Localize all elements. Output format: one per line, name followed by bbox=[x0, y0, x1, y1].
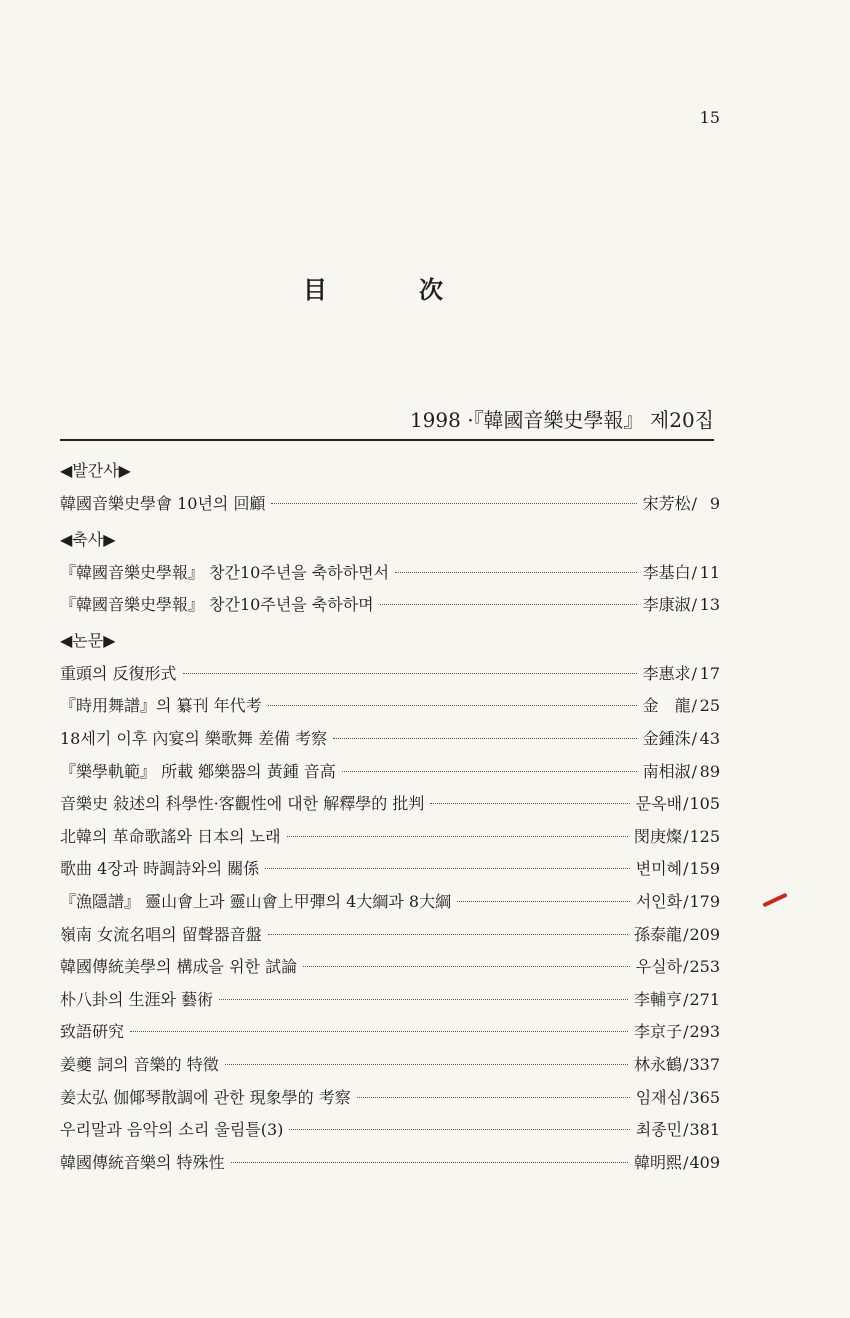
entry-page: 159 bbox=[689, 859, 720, 879]
dot-leader bbox=[219, 998, 628, 1000]
entry-author: 韓明熙 bbox=[634, 1152, 683, 1172]
entry-author: 우실하 bbox=[635, 957, 683, 977]
entry-title: 『韓國音樂史學報』 창간10주년을 축하하면서 bbox=[60, 562, 390, 582]
separator: / bbox=[691, 562, 697, 582]
dot-leader bbox=[183, 672, 637, 674]
toc-entry bbox=[60, 658, 720, 691]
dot-leader bbox=[289, 1128, 629, 1130]
dot-leader bbox=[457, 900, 630, 902]
toc-entry bbox=[60, 886, 720, 919]
dot-leader bbox=[268, 704, 637, 706]
entry-author: 李康淑 bbox=[642, 595, 691, 615]
entry-title: 韓國音樂史學會 10년의 回顧 bbox=[60, 494, 266, 513]
separator: / bbox=[691, 761, 697, 781]
entry-title: 嶺南 女流名唱의 留聲器音盤 bbox=[60, 924, 262, 944]
entry-page: 209 bbox=[689, 924, 720, 944]
entry-author: 변미혜 bbox=[635, 859, 683, 879]
separator: / bbox=[683, 794, 689, 814]
separator: / bbox=[683, 1022, 689, 1042]
dot-leader bbox=[271, 502, 636, 504]
journal-subtitle: 1998 ·『韓國音樂史學報』 제20집 bbox=[409, 408, 714, 432]
separator: / bbox=[691, 728, 697, 748]
entry-page: 9 bbox=[709, 494, 720, 513]
toc-entry bbox=[60, 853, 720, 886]
entry-page: 409 bbox=[689, 1152, 720, 1172]
entry-page: 11 bbox=[699, 562, 720, 582]
entry-title: 北韓의 革命歌謠와 日本의 노래 bbox=[60, 826, 281, 846]
toc-entry bbox=[60, 951, 720, 984]
toc-entry bbox=[60, 1049, 720, 1082]
entry-title: 姜夔 詞의 音樂的 特徵 bbox=[60, 1054, 219, 1074]
entry-author: 孫泰龍 bbox=[634, 924, 683, 944]
separator: / bbox=[691, 595, 697, 615]
entry-page: 89 bbox=[699, 761, 720, 781]
dot-leader bbox=[333, 737, 637, 739]
toc-entry bbox=[60, 788, 720, 821]
entry-author: 林永鶴 bbox=[634, 1054, 683, 1074]
entry-author: 서인화 bbox=[635, 891, 683, 911]
entry-author: 李輔亨 bbox=[634, 989, 683, 1009]
entry-author: 閔庚燦 bbox=[634, 826, 683, 846]
toc-entry bbox=[60, 821, 720, 854]
entry-author: 金 龍 bbox=[642, 696, 691, 716]
entry-title: 韓國傳統音樂의 特殊性 bbox=[60, 1152, 225, 1172]
entry-author: 李惠求 bbox=[642, 663, 691, 683]
table-of-contents bbox=[60, 458, 720, 1179]
entry-page: 271 bbox=[689, 989, 720, 1009]
separator: / bbox=[683, 826, 689, 846]
dot-leader bbox=[225, 1063, 628, 1065]
toc-entry bbox=[60, 690, 720, 723]
separator: / bbox=[691, 663, 697, 683]
toc-entry bbox=[60, 1016, 720, 1049]
toc-entry bbox=[60, 919, 720, 952]
dot-leader bbox=[342, 770, 637, 772]
red-pen-mark bbox=[762, 893, 787, 908]
entry-title: 韓國傳統美學의 構成을 위한 試論 bbox=[60, 957, 298, 977]
header-rule bbox=[60, 439, 714, 441]
separator: / bbox=[683, 957, 689, 977]
entry-title: 音樂史 敍述의 科學性·客觀性에 대한 解釋學的 批判 bbox=[60, 794, 425, 814]
separator: / bbox=[683, 1054, 689, 1074]
entry-page: 17 bbox=[699, 663, 720, 683]
separator: / bbox=[691, 494, 697, 513]
entry-page: 179 bbox=[689, 891, 720, 911]
entry-author: 임재심 bbox=[635, 1087, 683, 1107]
dot-leader bbox=[430, 802, 629, 804]
toc-entry bbox=[60, 557, 720, 590]
dot-leader bbox=[130, 1030, 628, 1032]
separator: / bbox=[683, 1087, 689, 1107]
separator: / bbox=[683, 859, 689, 879]
dot-leader bbox=[287, 835, 629, 837]
entry-author: 최종민 bbox=[635, 1120, 683, 1140]
entry-title: 『時用舞譜』의 纂刊 年代考 bbox=[60, 696, 262, 716]
entry-title: 『樂學軌範』 所載 鄕樂器의 黃鍾 音高 bbox=[60, 761, 336, 781]
entry-page: 381 bbox=[689, 1120, 720, 1140]
entry-title: 『漁隱譜』 靈山會上과 靈山會上甲彈의 4大綱과 8大綱 bbox=[60, 891, 452, 911]
separator: / bbox=[683, 1152, 689, 1172]
dot-leader bbox=[357, 1096, 630, 1098]
entry-author: 宋芳松 bbox=[642, 494, 691, 513]
entry-page: 13 bbox=[699, 595, 720, 615]
entry-page: 125 bbox=[689, 826, 720, 846]
section-heading: ◀축사▶ bbox=[60, 529, 116, 549]
separator: / bbox=[683, 1120, 689, 1140]
toc-entry bbox=[60, 1114, 720, 1147]
page-number: 15 bbox=[699, 108, 720, 127]
entry-title: 姜太弘 伽倻琴散調에 관한 現象學的 考察 bbox=[60, 1087, 351, 1107]
section-heading: ◀논문▶ bbox=[60, 630, 116, 650]
entry-author: 南相淑 bbox=[642, 761, 691, 781]
entry-title: 朴八卦의 生涯와 藝術 bbox=[60, 989, 214, 1009]
entry-title: 『韓國音樂史學報』 창간10주년을 축하하며 bbox=[60, 595, 374, 615]
toc-entry bbox=[60, 488, 720, 521]
toc-entry bbox=[60, 589, 720, 622]
entry-author: 金鍾洙 bbox=[642, 728, 691, 748]
separator: / bbox=[683, 924, 689, 944]
entry-page: 337 bbox=[689, 1054, 720, 1074]
dot-leader bbox=[231, 1161, 629, 1163]
entry-page: 253 bbox=[689, 957, 720, 977]
entry-title: 우리말과 음악의 소리 울림틀(3) bbox=[60, 1120, 284, 1140]
dot-leader bbox=[395, 571, 637, 573]
dot-leader bbox=[380, 603, 637, 605]
dot-leader bbox=[265, 867, 629, 869]
entry-title: 致語硏究 bbox=[60, 1022, 125, 1042]
dot-leader bbox=[268, 933, 628, 935]
separator: / bbox=[691, 696, 697, 716]
entry-page: 105 bbox=[689, 794, 720, 814]
separator: / bbox=[683, 989, 689, 1009]
entry-author: 문옥배 bbox=[635, 794, 683, 814]
entry-author: 李京子 bbox=[634, 1022, 683, 1042]
toc-entry bbox=[60, 1147, 720, 1180]
toc-entry bbox=[60, 984, 720, 1017]
entry-title: 歌曲 4장과 時調詩와의 關係 bbox=[60, 859, 260, 879]
entry-page: 293 bbox=[689, 1022, 720, 1042]
section-heading: ◀발간사▶ bbox=[60, 461, 131, 480]
toc-entry bbox=[60, 1082, 720, 1115]
entry-page: 25 bbox=[699, 696, 720, 716]
entry-author: 李基白 bbox=[642, 562, 691, 582]
dot-leader bbox=[303, 965, 630, 967]
entry-title: 18세기 이후 內宴의 樂歌舞 差備 考察 bbox=[60, 728, 328, 748]
page-title: 目 次 bbox=[303, 276, 477, 304]
toc-entry bbox=[60, 723, 720, 756]
toc-entry bbox=[60, 756, 720, 789]
separator: / bbox=[683, 891, 689, 911]
entry-page: 43 bbox=[699, 728, 720, 748]
entry-title: 重頭의 反復形式 bbox=[60, 663, 177, 683]
entry-page: 365 bbox=[689, 1087, 720, 1107]
